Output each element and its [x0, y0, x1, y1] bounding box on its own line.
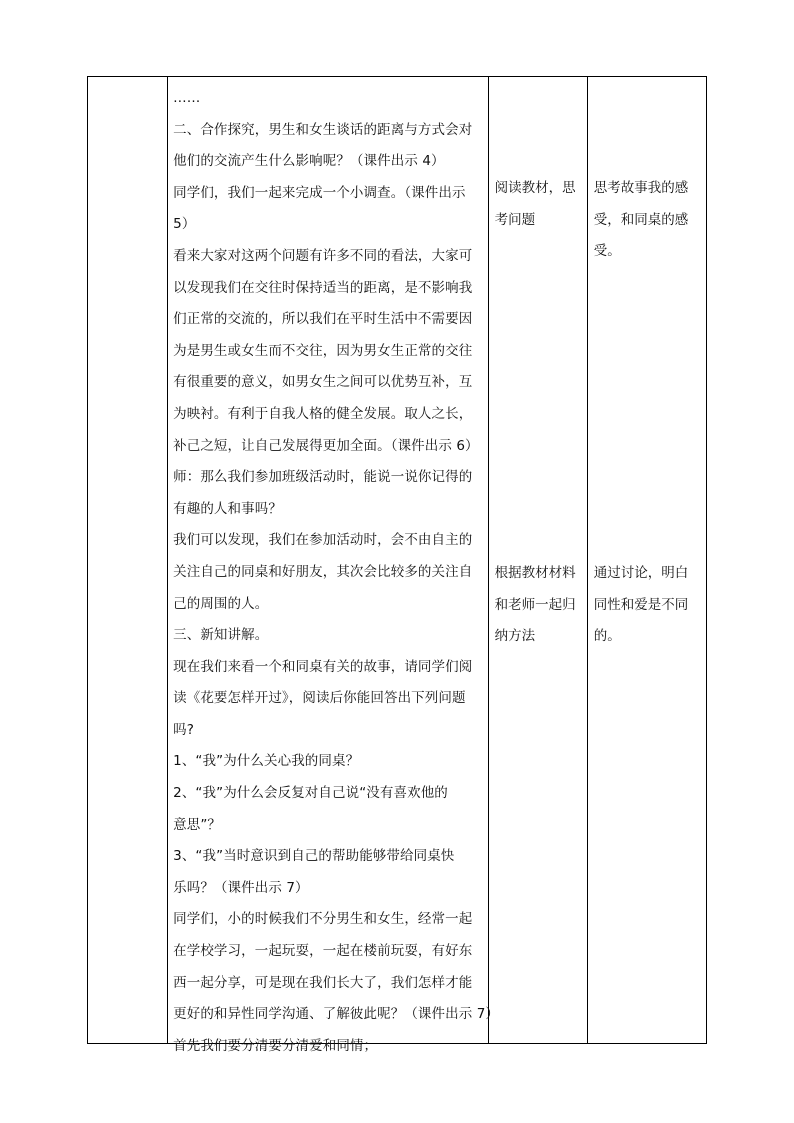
text-line: 通过讨论，明白	[593, 565, 689, 581]
text-line: 的。	[593, 628, 621, 645]
text-line: 吗?	[173, 721, 194, 738]
text-line: 受，和同桌的感	[593, 211, 689, 228]
text-line: 意思”？	[173, 816, 222, 833]
text-line: 们正常的交流的，所以我们在平时生活中不需要因	[173, 311, 473, 328]
text-line: 1、“我”为什么关心我的同桌？	[173, 753, 360, 770]
text-line: 3、“我”当时意识到自己的帮助能够带给同桌快	[173, 848, 455, 865]
teacher-activity-text	[173, 83, 500, 1062]
text-line: 我们可以发现，我们在参加活动时，会不由自主的	[173, 532, 473, 549]
student-activity-cell	[488, 77, 587, 1044]
text-line: 同学们，我们一起来完成一个小调查。（课件出示	[173, 184, 466, 201]
text-line: 乐吗？（课件出示 7）	[173, 879, 309, 896]
text-line: 和老师一起归	[494, 596, 576, 613]
text-line: 他们的交流产生什么影响呢？（课件出示 4）	[173, 153, 445, 170]
text-line: 纳方法	[494, 628, 536, 645]
text-line: 同性和爱是不同	[593, 596, 689, 613]
text-line: 5）	[173, 216, 196, 233]
text-line: 思考故事我的感	[593, 180, 689, 196]
text-line: 三、新知讲解。	[173, 627, 269, 644]
text-line: 受。	[593, 243, 621, 260]
text-line: 二、合作探究，男生和女生谈话的距离与方式会对	[173, 121, 473, 138]
text-line: 有很重要的意义，如男女生之间可以优势互补，互	[173, 374, 473, 391]
text-line: 西一起分享，可是现在我们长大了，我们怎样才能	[173, 974, 473, 991]
student-activity-top	[495, 173, 576, 236]
text-line: 阅读教材，思	[494, 180, 576, 196]
design-intent-cell	[587, 77, 706, 1044]
text-line: 考问题	[494, 211, 536, 228]
text-line: 以发现我们在交往时保持适当的距离，是不影响我	[173, 279, 473, 296]
text-line: 师：那么我们参加班级活动时，能说一说你记得的	[173, 469, 473, 486]
design-intent-bottom	[594, 558, 689, 653]
text-line: ……	[173, 90, 201, 106]
teacher-activity-cell	[168, 77, 500, 1054]
text-line: 看来大家对这两个问题有许多不同的看法，大家可	[173, 247, 473, 264]
student-activity-bottom	[495, 558, 576, 653]
text-line: 同学们，小的时候我们不分男生和女生，经常一起	[173, 911, 473, 928]
text-line: 为映衬。有利于自我人格的健全发展。取人之长，	[173, 405, 473, 422]
text-line: 关注自己的同桌和好朋友，其次会比较多的关注自	[173, 563, 473, 580]
text-line: 根据教材材料	[494, 565, 576, 581]
text-line: 更好的和异性同学沟通、了解彼此呢？（课件出示 7）	[173, 1006, 500, 1023]
text-line: 己的周围的人。	[173, 595, 269, 612]
text-line: 有趣的人和事吗？	[173, 500, 282, 517]
text-line: 2、“我”为什么会反复对自己说“没有喜欢他的	[173, 785, 448, 802]
lesson-plan-table	[87, 76, 707, 1054]
text-line: 补己之短，让自己发展得更加全面。（课件出示 6）	[173, 437, 479, 454]
design-intent-top	[594, 173, 689, 268]
text-line: 首先我们要分清要分清爱和同情；	[173, 1037, 378, 1054]
text-line: 在学校学习，一起玩耍，一起在楼前玩耍，有好东	[173, 943, 473, 960]
stage-cell	[88, 77, 168, 1044]
table-row	[88, 77, 707, 1044]
text-line: 为是男生或女生而不交往，因为男女生正常的交往	[173, 342, 473, 359]
text-line: 现在我们来看一个和同桌有关的故事，请同学们阅	[173, 658, 473, 675]
text-line: 读《花要怎样开过》，阅读后你能回答出下列问题	[173, 690, 466, 707]
